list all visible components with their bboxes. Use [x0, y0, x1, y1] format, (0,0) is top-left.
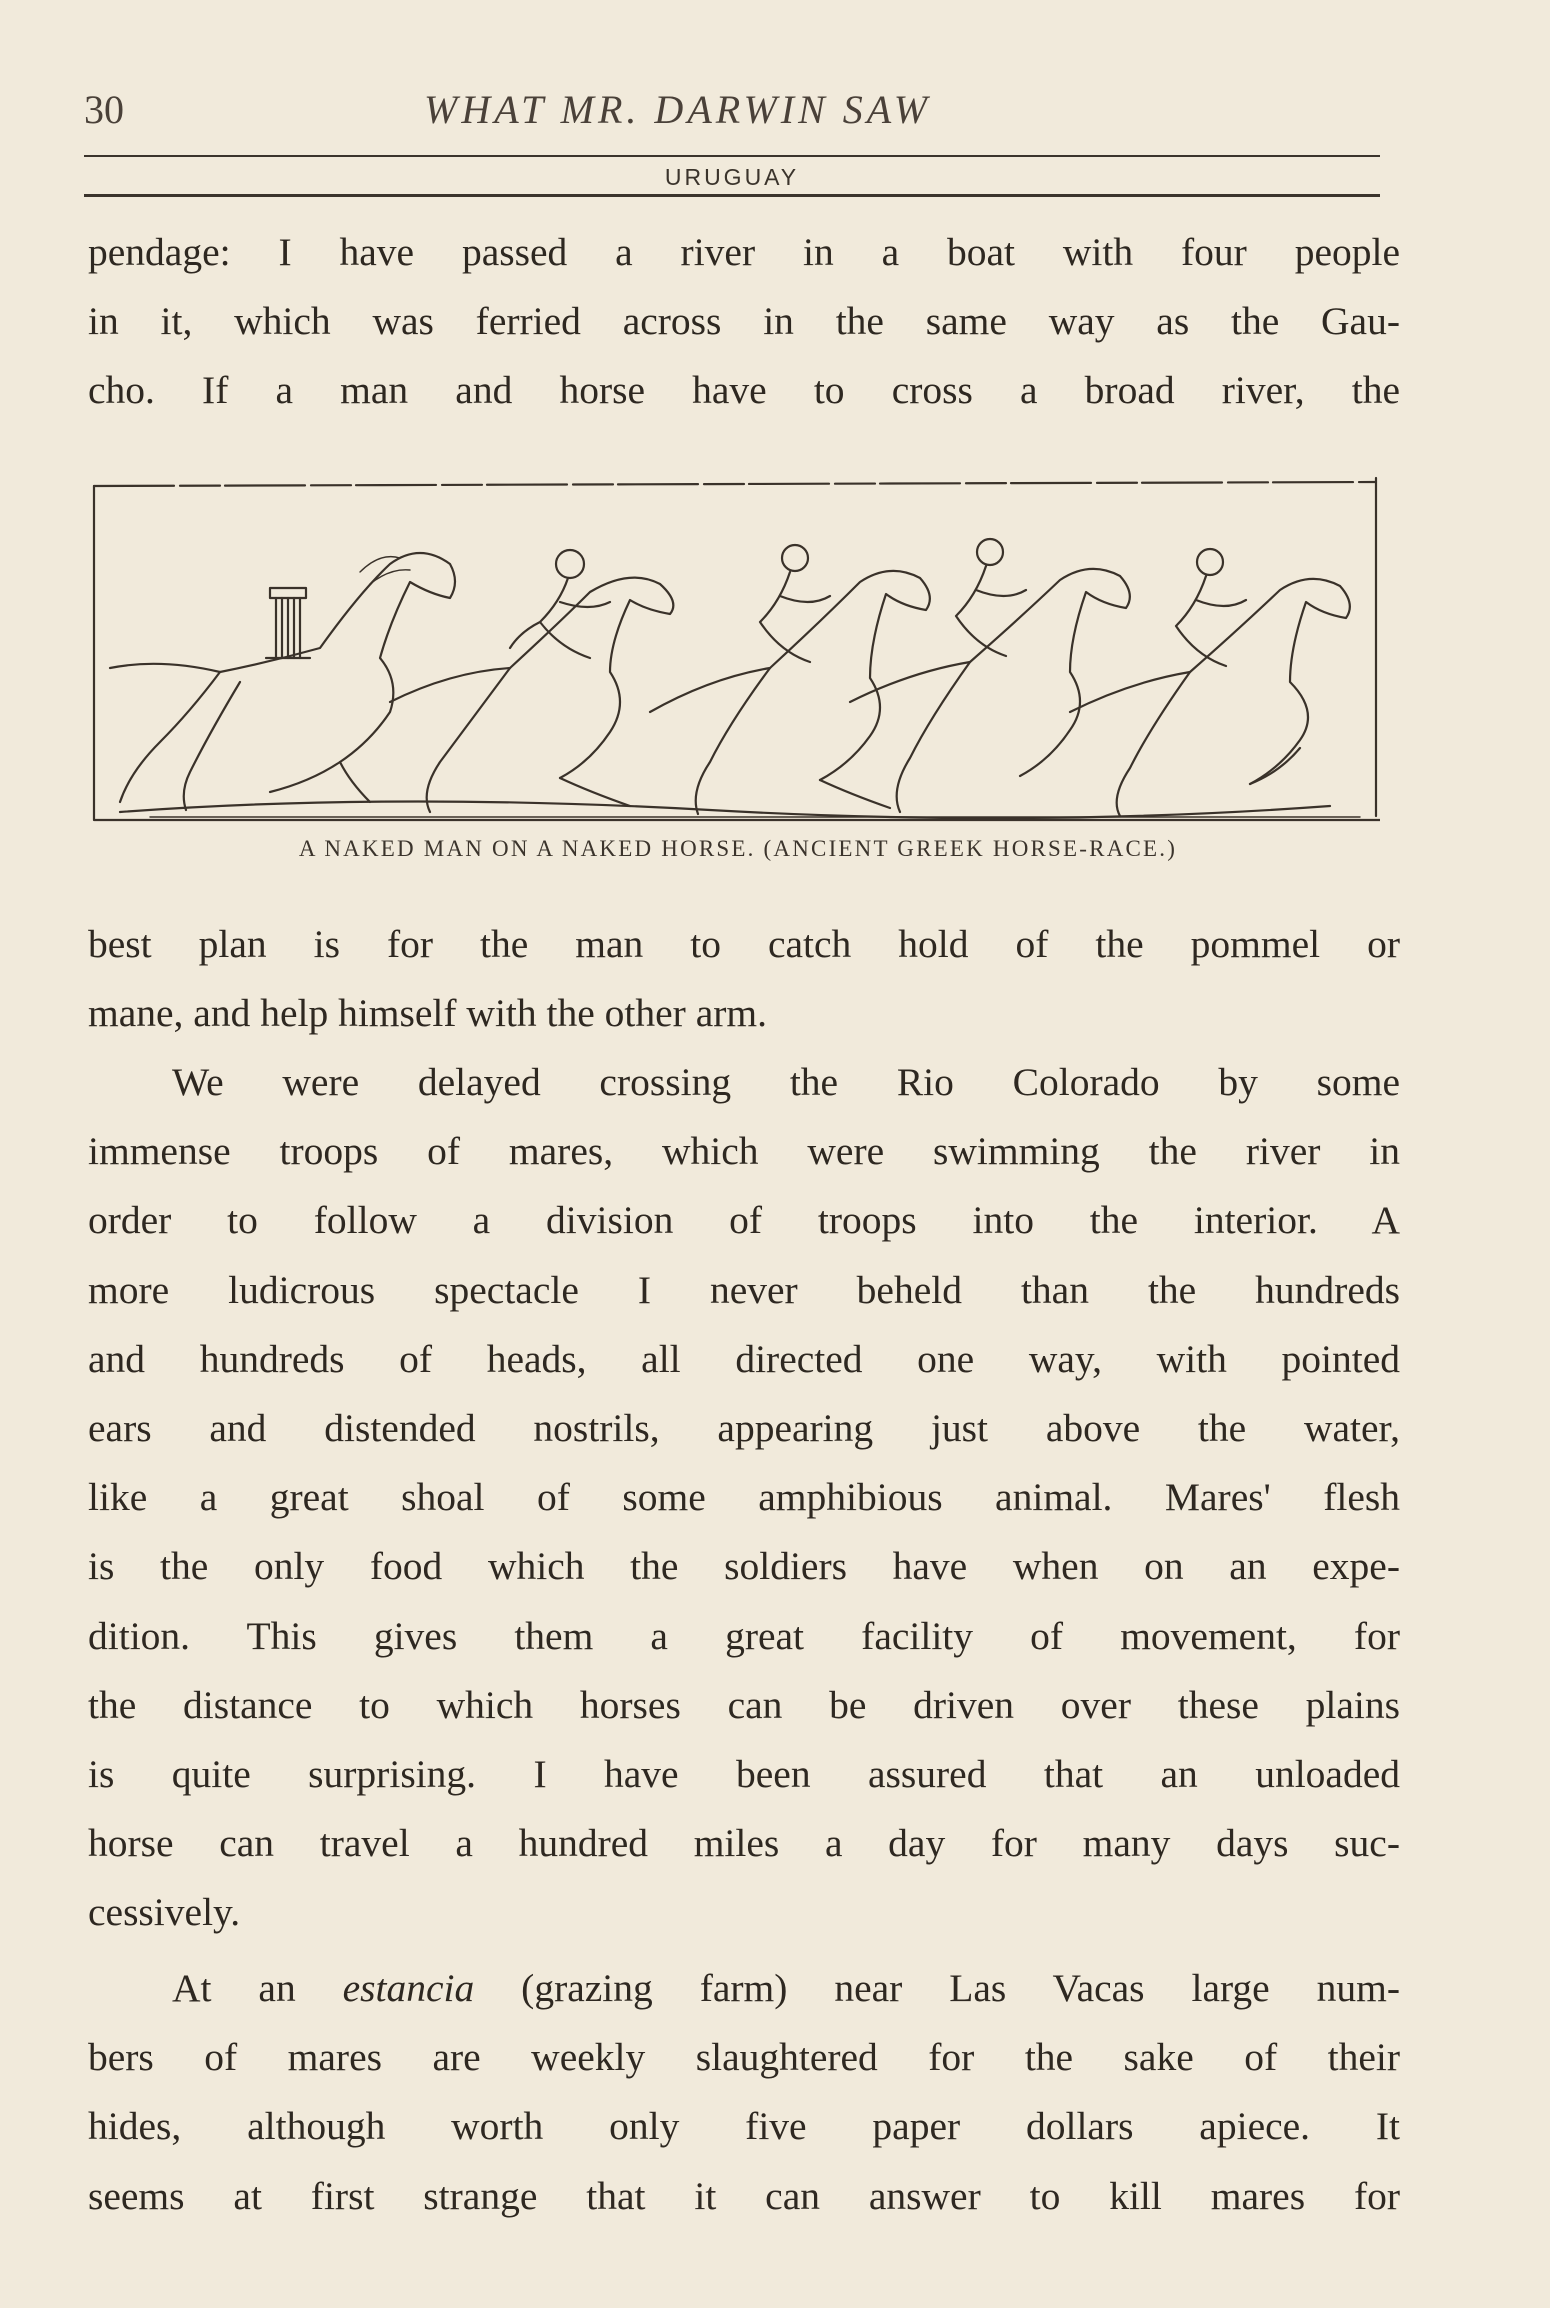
text-line: immense troops of mares, which were swimming the river in: [88, 1129, 1400, 1174]
text-line: more ludicrous spectacle I never beheld than the hundreds: [88, 1267, 1400, 1312]
text-line: like a great shoal of some amphibious animal. Mares' flesh: [88, 1475, 1400, 1520]
text-line: cho. If a man and horse have to cross a broad river, the: [88, 368, 1400, 413]
running-title: WHAT MR. DARWIN SAW: [424, 87, 932, 132]
text-line: the distance to which horses can be driven over these plains: [88, 1682, 1400, 1727]
text-line: best plan is for the man to catch hold of the pommel or: [88, 922, 1400, 966]
paragraph: [88, 1954, 1400, 2231]
text-line: and hundreds of heads, all directed one way, with pointed: [88, 1336, 1400, 1381]
text-line: bers of mares are weekly slaughtered for the sake of their: [88, 2035, 1400, 2080]
text-line: mane, and help himself with the other arm.: [88, 991, 767, 1036]
text-line: We were delayed crossing the Rio Colorado by some: [172, 1060, 1400, 1104]
greek-horse-race-frieze-icon: [90, 472, 1380, 824]
section-label: URUGUAY: [664, 164, 800, 190]
page-number: 30: [84, 87, 124, 132]
paragraph: [88, 910, 1400, 1048]
paragraph-continued: [88, 218, 1400, 426]
text-line: in it, which was ferried across in the same way as the Gau-: [88, 299, 1400, 344]
text-line: hides, although worth only five paper dollars apiece. It: [88, 2104, 1400, 2149]
text-line: pendage: I have passed a river in a boat with four people: [88, 230, 1400, 274]
header-rule-top: [84, 155, 1380, 157]
paragraph: [88, 1048, 1400, 1948]
text-line: order to follow a division of troops into the interior. A: [88, 1198, 1400, 1243]
text-line: is quite surprising. I have been assured that an unloaded: [88, 1752, 1400, 1797]
text-segment: (grazing farm) near Las Vacas large num-: [474, 1966, 1400, 2010]
text-segment: At an: [172, 1966, 343, 2010]
figure-caption: A NAKED MAN ON A NAKED HORSE. (ANCIENT GREEK HORSE-RACE.): [298, 836, 1178, 861]
text-line: [88, 1954, 1400, 2023]
text-line: is the only food which the soldiers have when on an expe-: [88, 1544, 1400, 1589]
text-line: ears and distended nostrils, appearing just above the water,: [88, 1406, 1400, 1451]
greek-horse-race-illustration: [90, 472, 1380, 824]
running-head: [84, 86, 1384, 146]
text-line: seems at first strange that it can answer to kill mares for: [88, 2173, 1400, 2218]
text-line: cessively.: [88, 1890, 241, 1935]
text-line: dition. This gives them a great facility of movement, for: [88, 1613, 1400, 1658]
header-rule-bottom: [84, 194, 1380, 197]
italic-term: estancia: [342, 1966, 475, 2010]
text-line: horse can travel a hundred miles a day for many days suc-: [88, 1821, 1400, 1866]
